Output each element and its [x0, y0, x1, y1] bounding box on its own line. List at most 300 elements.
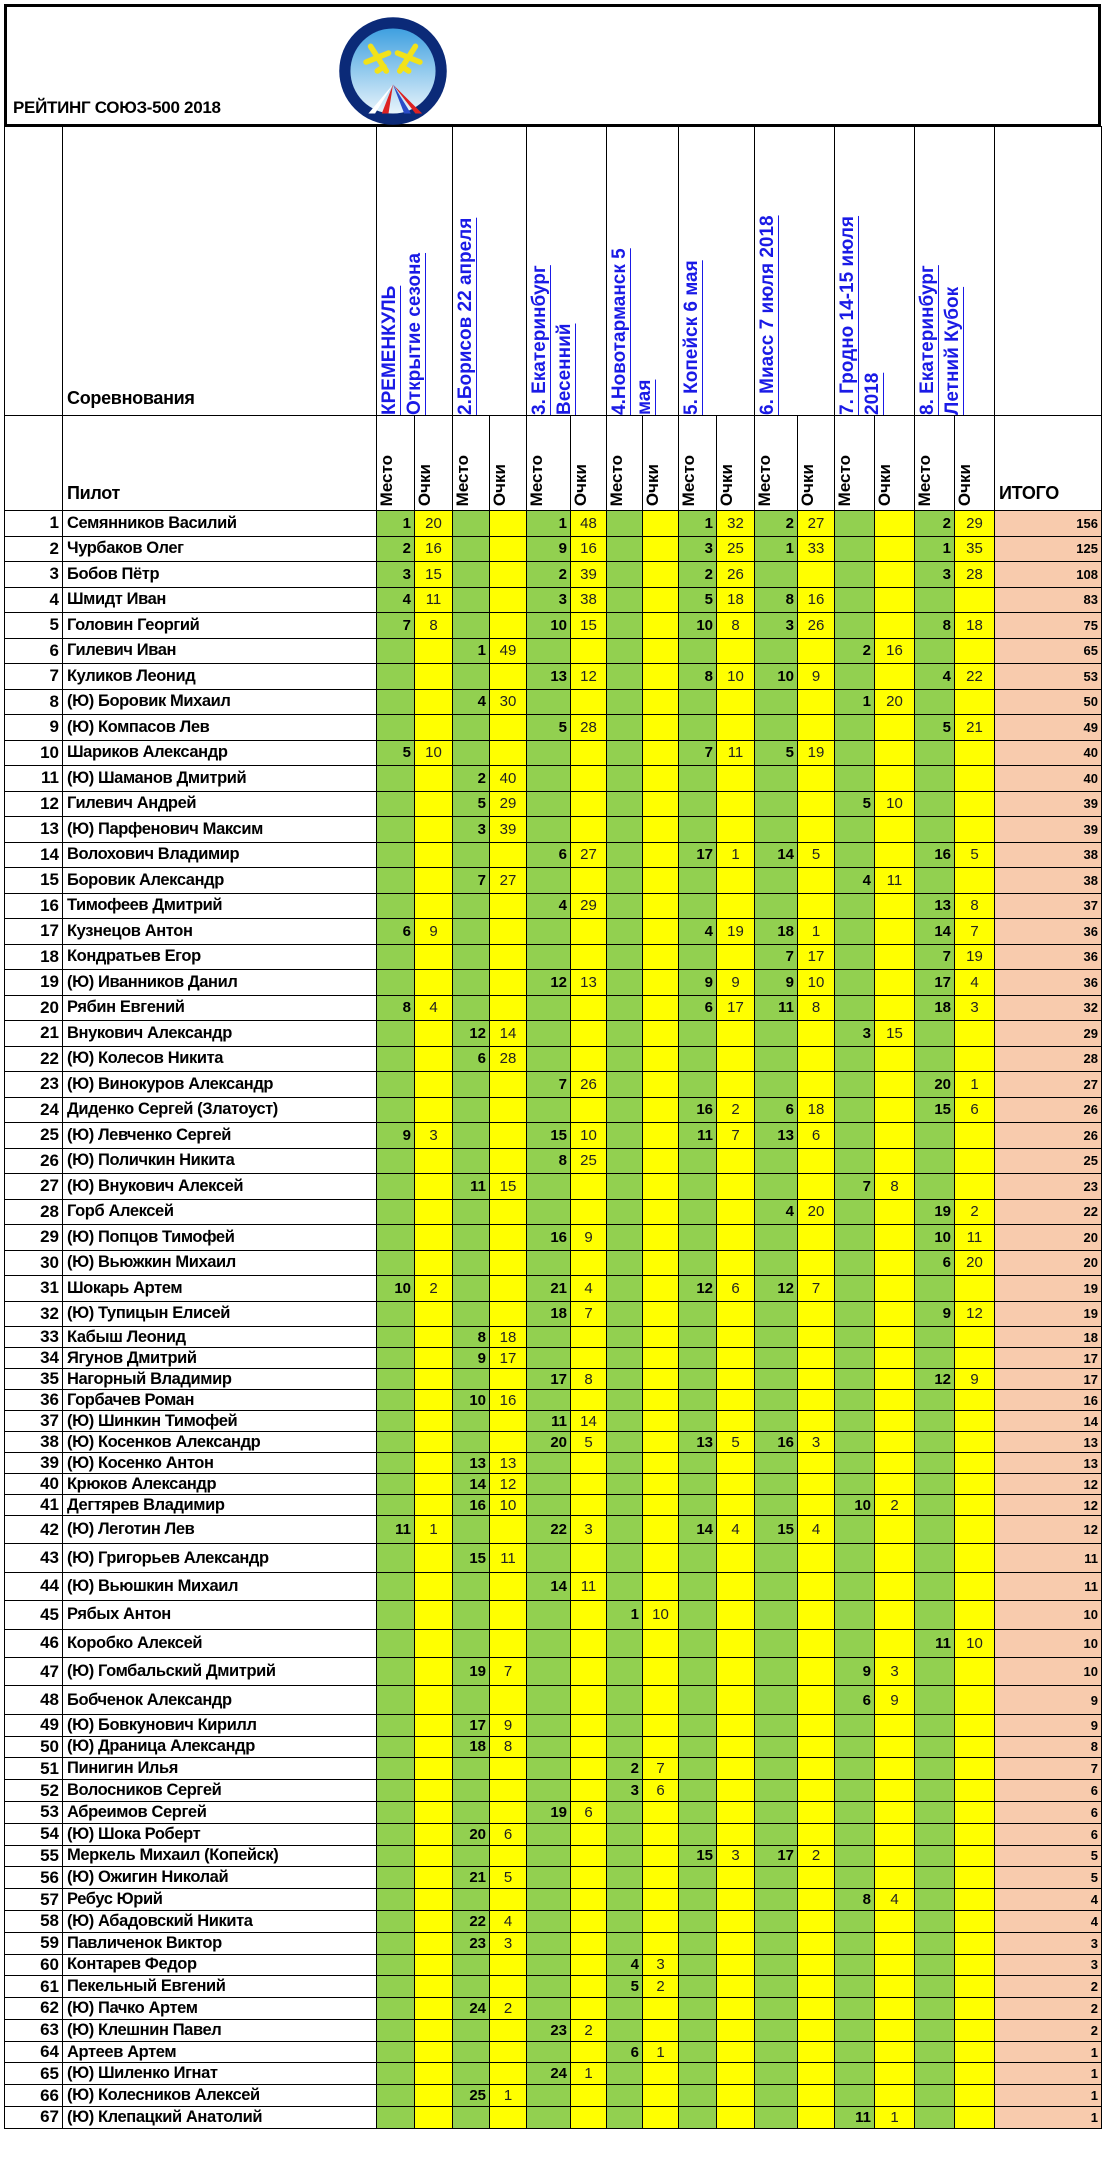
points-cell: [798, 1758, 835, 1780]
total-cell: 20: [995, 1225, 1102, 1251]
place-cell: [915, 1348, 955, 1369]
points-cell: 1: [875, 2107, 915, 2129]
points-cell: [717, 1301, 755, 1327]
place-cell: [377, 1823, 415, 1845]
points-cell: [875, 1276, 915, 1302]
points-cell: [571, 1845, 607, 1867]
points-column-header: [875, 416, 915, 511]
points-cell: [490, 2041, 527, 2063]
points-cell: [798, 1495, 835, 1516]
points-cell: 1: [955, 1072, 995, 1098]
competition-title-line2[interactable]: Летний Кубок: [942, 286, 963, 415]
points-cell: [798, 868, 835, 894]
place-cell: [453, 1801, 490, 1823]
place-cell: [607, 1097, 643, 1123]
points-cell: [643, 1148, 679, 1174]
place-cell: 5: [377, 740, 415, 766]
points-cell: [415, 791, 453, 817]
points-cell: 10: [717, 664, 755, 690]
points-cell: [571, 689, 607, 715]
competition-title-line1[interactable]: 6. Миасс 7 июля 2018: [757, 215, 778, 415]
place-cell: [835, 1301, 875, 1327]
place-cell: 8: [679, 664, 717, 690]
place-cell: 12: [679, 1276, 717, 1302]
place-cell: 9: [377, 1123, 415, 1149]
points-cell: [490, 1225, 527, 1251]
points-cell: 5: [798, 842, 835, 868]
place-cell: 13: [527, 664, 571, 690]
place-cell: [915, 1686, 955, 1714]
place-cell: 8: [453, 1327, 490, 1348]
points-cell: 5: [717, 1432, 755, 1453]
place-cell: [679, 868, 717, 894]
points-cell: [875, 2063, 915, 2085]
points-cell: [798, 1889, 835, 1911]
points-cell: [643, 2063, 679, 2085]
place-cell: [755, 1932, 798, 1954]
place-cell: [607, 1823, 643, 1845]
competition-link[interactable]: [915, 140, 967, 415]
competition-title-line1[interactable]: 8. Екатеринбург: [917, 265, 938, 415]
place-cell: 19: [453, 1657, 490, 1685]
place-cell: [377, 2063, 415, 2085]
rank-cell: 4: [5, 587, 63, 613]
points-cell: [955, 1516, 995, 1544]
table-row: [5, 1657, 1102, 1685]
points-cell: [717, 766, 755, 792]
place-cell: [835, 1714, 875, 1736]
total-cell: 16: [995, 1390, 1102, 1411]
rank-cell: 44: [5, 1572, 63, 1600]
place-cell: [755, 1072, 798, 1098]
points-cell: 7: [490, 1657, 527, 1685]
pilot-name-cell: Кузнецов Антон: [63, 919, 377, 945]
place-cell: [527, 1998, 571, 2020]
place-cell: [527, 1932, 571, 1954]
place-cell: 2: [527, 562, 571, 588]
place-cell: [453, 1889, 490, 1911]
table-row: [5, 842, 1102, 868]
place-cell: [835, 1572, 875, 1600]
pilot-name-cell: (Ю) Ожигин Николай: [63, 1867, 377, 1889]
place-cell: [453, 919, 490, 945]
points-cell: [875, 2019, 915, 2041]
place-cell: [679, 1495, 717, 1516]
pilot-name-cell: Коробко Алексей: [63, 1629, 377, 1657]
points-cell: [415, 842, 453, 868]
place-cell: [835, 1780, 875, 1802]
points-cell: [798, 1148, 835, 1174]
competition-link[interactable]: [607, 140, 659, 415]
total-cell: 17: [995, 1369, 1102, 1390]
points-cell: [643, 817, 679, 843]
points-label: Очки: [717, 463, 736, 506]
total-cell: 1: [995, 2063, 1102, 2085]
place-cell: [679, 1250, 717, 1276]
place-cell: 8: [755, 587, 798, 613]
place-cell: [835, 944, 875, 970]
place-cell: [835, 1998, 875, 2020]
rank-cell: 61: [5, 1976, 63, 1998]
points-cell: [415, 817, 453, 843]
place-cell: [607, 1572, 643, 1600]
rank-cell: 52: [5, 1780, 63, 1802]
points-cell: 2: [717, 1097, 755, 1123]
place-cell: [755, 766, 798, 792]
points-cell: 2: [798, 1845, 835, 1867]
place-cell: [607, 1148, 643, 1174]
points-cell: 16: [875, 638, 915, 664]
points-cell: [490, 1369, 527, 1390]
points-cell: [798, 1174, 835, 1200]
place-cell: [527, 1823, 571, 1845]
points-cell: [717, 1369, 755, 1390]
place-cell: [607, 1714, 643, 1736]
points-cell: 6: [643, 1780, 679, 1802]
points-cell: [798, 1823, 835, 1845]
competition-header-5[interactable]: [679, 127, 755, 416]
competition-title-line1[interactable]: 3. Екатеринбург: [529, 265, 550, 415]
table-row: [5, 1629, 1102, 1657]
place-cell: 3: [835, 1021, 875, 1047]
place-cell: [377, 1148, 415, 1174]
points-cell: [717, 2041, 755, 2063]
rank-cell: 14: [5, 842, 63, 868]
competition-header-4[interactable]: [607, 127, 679, 416]
pilot-name-cell: (Ю) Григорьев Александр: [63, 1544, 377, 1572]
place-cell: [915, 740, 955, 766]
place-cell: [915, 1601, 955, 1629]
place-label: Место: [607, 454, 626, 506]
points-cell: [875, 1629, 915, 1657]
points-cell: [717, 1867, 755, 1889]
place-cell: [527, 817, 571, 843]
place-cell: [679, 2041, 717, 2063]
place-cell: [755, 1453, 798, 1474]
competition-title-line2[interactable]: Весенний: [554, 323, 575, 415]
points-cell: [717, 1572, 755, 1600]
place-cell: 2: [679, 562, 717, 588]
points-cell: [875, 1453, 915, 1474]
points-cell: [798, 1736, 835, 1758]
table-row: [5, 944, 1102, 970]
competition-header-6[interactable]: [755, 127, 835, 416]
points-cell: [798, 1301, 835, 1327]
place-cell: 20: [527, 1432, 571, 1453]
place-cell: [755, 562, 798, 588]
points-cell: [643, 919, 679, 945]
place-cell: 7: [915, 944, 955, 970]
place-cell: [607, 613, 643, 639]
points-cell: [955, 766, 995, 792]
place-cell: 2: [915, 511, 955, 537]
points-cell: [955, 791, 995, 817]
competition-header-3[interactable]: [527, 127, 607, 416]
points-cell: [490, 587, 527, 613]
points-cell: [717, 868, 755, 894]
points-cell: [571, 1629, 607, 1657]
place-cell: 11: [835, 2107, 875, 2129]
pilot-name-cell: Головин Георгий: [63, 613, 377, 639]
points-cell: 19: [717, 919, 755, 945]
points-cell: 6: [798, 1123, 835, 1149]
place-cell: [527, 1348, 571, 1369]
place-cell: [915, 1453, 955, 1474]
place-cell: 6: [453, 1046, 490, 1072]
competition-title-line1[interactable]: КРЕМЕНКУЛЬ: [379, 285, 400, 415]
competition-link[interactable]: [453, 140, 480, 415]
competition-link[interactable]: [835, 140, 887, 415]
points-cell: 15: [490, 1174, 527, 1200]
points-cell: 16: [415, 536, 453, 562]
points-cell: [875, 842, 915, 868]
place-cell: [377, 842, 415, 868]
points-cell: [643, 1250, 679, 1276]
place-cell: [377, 1629, 415, 1657]
place-cell: [377, 1453, 415, 1474]
table-row: [5, 893, 1102, 919]
place-cell: [527, 1199, 571, 1225]
points-cell: [415, 1736, 453, 1758]
points-cell: [571, 1327, 607, 1348]
total-cell: 4: [995, 1910, 1102, 1932]
points-cell: [717, 1932, 755, 1954]
place-cell: 2: [607, 1758, 643, 1780]
points-cell: [643, 1572, 679, 1600]
place-cell: [679, 1780, 717, 1802]
place-cell: 1: [377, 511, 415, 537]
place-cell: [377, 1097, 415, 1123]
points-cell: [415, 1601, 453, 1629]
competition-header-7[interactable]: [835, 127, 915, 416]
rank-cell: 10: [5, 740, 63, 766]
table-row: [5, 1276, 1102, 1302]
points-cell: 10: [955, 1629, 995, 1657]
place-cell: [755, 1474, 798, 1495]
points-cell: [643, 1932, 679, 1954]
points-cell: 6: [490, 1823, 527, 1845]
place-cell: [679, 1544, 717, 1572]
pilot-name-cell: (Ю) Драница Александр: [63, 1736, 377, 1758]
place-cell: [679, 1301, 717, 1327]
table-row: [5, 1225, 1102, 1251]
place-cell: [915, 1327, 955, 1348]
competition-title-line1[interactable]: 5. Копейск 6 мая: [681, 260, 702, 415]
place-cell: 2: [377, 536, 415, 562]
place-cell: [377, 1998, 415, 2020]
place-cell: [755, 817, 798, 843]
place-cell: [527, 995, 571, 1021]
place-cell: [377, 689, 415, 715]
pilot-name-cell: (Ю) Винокуров Александр: [63, 1072, 377, 1098]
points-cell: [415, 1495, 453, 1516]
points-cell: [643, 944, 679, 970]
table-row: [5, 817, 1102, 843]
points-cell: [717, 1174, 755, 1200]
place-cell: [915, 1148, 955, 1174]
place-cell: [527, 1714, 571, 1736]
competition-title-line1[interactable]: 4.Новотарманск 5: [609, 248, 630, 415]
place-cell: [835, 1601, 875, 1629]
points-cell: [717, 1411, 755, 1432]
points-cell: [490, 536, 527, 562]
table-row: [5, 1544, 1102, 1572]
points-cell: [717, 1453, 755, 1474]
points-cell: 3: [798, 1432, 835, 1453]
points-cell: 12: [490, 1474, 527, 1495]
points-cell: [798, 1867, 835, 1889]
table-row: [5, 1411, 1102, 1432]
points-column-header: [717, 416, 755, 511]
table-row: [5, 1174, 1102, 1200]
points-cell: [875, 1301, 915, 1327]
points-cell: [643, 1225, 679, 1251]
points-cell: [717, 2063, 755, 2085]
points-cell: [717, 1225, 755, 1251]
points-cell: 26: [717, 562, 755, 588]
pilot-name-cell: Диденко Сергей (Златоуст): [63, 1097, 377, 1123]
place-cell: [607, 1046, 643, 1072]
points-cell: [571, 1976, 607, 1998]
pilot-name-cell: Шмидт Иван: [63, 587, 377, 613]
points-cell: 12: [571, 664, 607, 690]
points-cell: [571, 1714, 607, 1736]
rank-cell: 28: [5, 1199, 63, 1225]
place-cell: [607, 1369, 643, 1390]
points-cell: 10: [571, 1123, 607, 1149]
points-cell: [798, 2041, 835, 2063]
points-cell: [571, 2041, 607, 2063]
place-cell: 10: [453, 1390, 490, 1411]
table-row: [5, 536, 1102, 562]
pilot-name-cell: Горб Алексей: [63, 1199, 377, 1225]
points-cell: [415, 1453, 453, 1474]
points-cell: [717, 1780, 755, 1802]
place-cell: [453, 995, 490, 1021]
place-cell: [607, 536, 643, 562]
points-cell: [798, 1411, 835, 1432]
place-cell: 7: [679, 740, 717, 766]
rank-cell: 6: [5, 638, 63, 664]
competition-title-line1[interactable]: 2.Борисов 22 апреля: [455, 217, 476, 415]
place-cell: [453, 2041, 490, 2063]
place-cell: 2: [835, 638, 875, 664]
points-cell: [955, 1823, 995, 1845]
place-cell: [755, 893, 798, 919]
place-cell: 6: [755, 1097, 798, 1123]
competition-link[interactable]: [377, 140, 429, 415]
place-cell: [835, 1544, 875, 1572]
points-cell: [643, 1348, 679, 1369]
competition-link[interactable]: [755, 140, 782, 415]
competition-link[interactable]: [527, 140, 579, 415]
points-cell: [490, 1889, 527, 1911]
place-cell: [453, 1976, 490, 1998]
points-cell: [955, 1910, 995, 1932]
points-cell: [490, 1758, 527, 1780]
place-cell: [679, 1327, 717, 1348]
place-cell: [915, 791, 955, 817]
pilot-name-cell: (Ю) Леготин Лев: [63, 1516, 377, 1544]
points-cell: 1: [571, 2063, 607, 2085]
points-cell: [571, 1910, 607, 1932]
place-cell: [527, 1867, 571, 1889]
competition-header-1[interactable]: [377, 127, 453, 416]
rank-cell: 40: [5, 1474, 63, 1495]
rank-cell: 35: [5, 1369, 63, 1390]
place-cell: 15: [915, 1097, 955, 1123]
total-cell: 36: [995, 944, 1102, 970]
place-cell: [377, 2019, 415, 2041]
total-cell: 17: [995, 1348, 1102, 1369]
place-cell: [607, 970, 643, 996]
points-cell: [643, 1910, 679, 1932]
place-cell: [377, 1225, 415, 1251]
place-cell: [679, 893, 717, 919]
competition-title-line2[interactable]: 2018: [862, 372, 883, 415]
place-cell: [453, 2107, 490, 2129]
points-cell: 18: [717, 587, 755, 613]
points-cell: [875, 1225, 915, 1251]
points-cell: [798, 1910, 835, 1932]
place-cell: [377, 817, 415, 843]
points-cell: [415, 2085, 453, 2107]
points-cell: [571, 1250, 607, 1276]
place-cell: [755, 1998, 798, 2020]
points-cell: 10: [415, 740, 453, 766]
points-cell: [798, 1780, 835, 1802]
place-cell: [527, 868, 571, 894]
points-cell: [490, 1780, 527, 1802]
place-cell: [607, 1174, 643, 1200]
place-cell: [377, 1174, 415, 1200]
points-cell: 38: [571, 587, 607, 613]
rank-cell: 20: [5, 995, 63, 1021]
points-cell: 7: [571, 1301, 607, 1327]
points-cell: [955, 1601, 995, 1629]
place-cell: [527, 1097, 571, 1123]
points-cell: 20: [415, 511, 453, 537]
total-cell: 39: [995, 817, 1102, 843]
points-cell: [571, 1390, 607, 1411]
place-cell: [607, 638, 643, 664]
competition-title-line2[interactable]: мая: [634, 379, 655, 415]
points-cell: 10: [875, 791, 915, 817]
points-cell: [415, 1199, 453, 1225]
place-cell: [607, 791, 643, 817]
competition-header-8[interactable]: [915, 127, 995, 416]
points-cell: [717, 2019, 755, 2041]
points-cell: [571, 995, 607, 1021]
table-row: [5, 1910, 1102, 1932]
points-cell: [643, 1686, 679, 1714]
points-cell: [955, 689, 995, 715]
competition-link[interactable]: [679, 140, 706, 415]
place-cell: [527, 1686, 571, 1714]
rank-cell: 45: [5, 1601, 63, 1629]
place-cell: [453, 715, 490, 741]
place-cell: [835, 1954, 875, 1976]
rank-cell: 54: [5, 1823, 63, 1845]
competition-header-2[interactable]: [453, 127, 527, 416]
points-cell: [717, 1714, 755, 1736]
place-cell: [755, 1910, 798, 1932]
points-cell: [490, 919, 527, 945]
points-cell: 6: [955, 1097, 995, 1123]
competition-title-line1[interactable]: 7. Гродно 14-15 июля: [837, 215, 858, 415]
competition-title-line2[interactable]: Открытие сезона: [404, 252, 425, 415]
place-cell: [835, 1276, 875, 1302]
